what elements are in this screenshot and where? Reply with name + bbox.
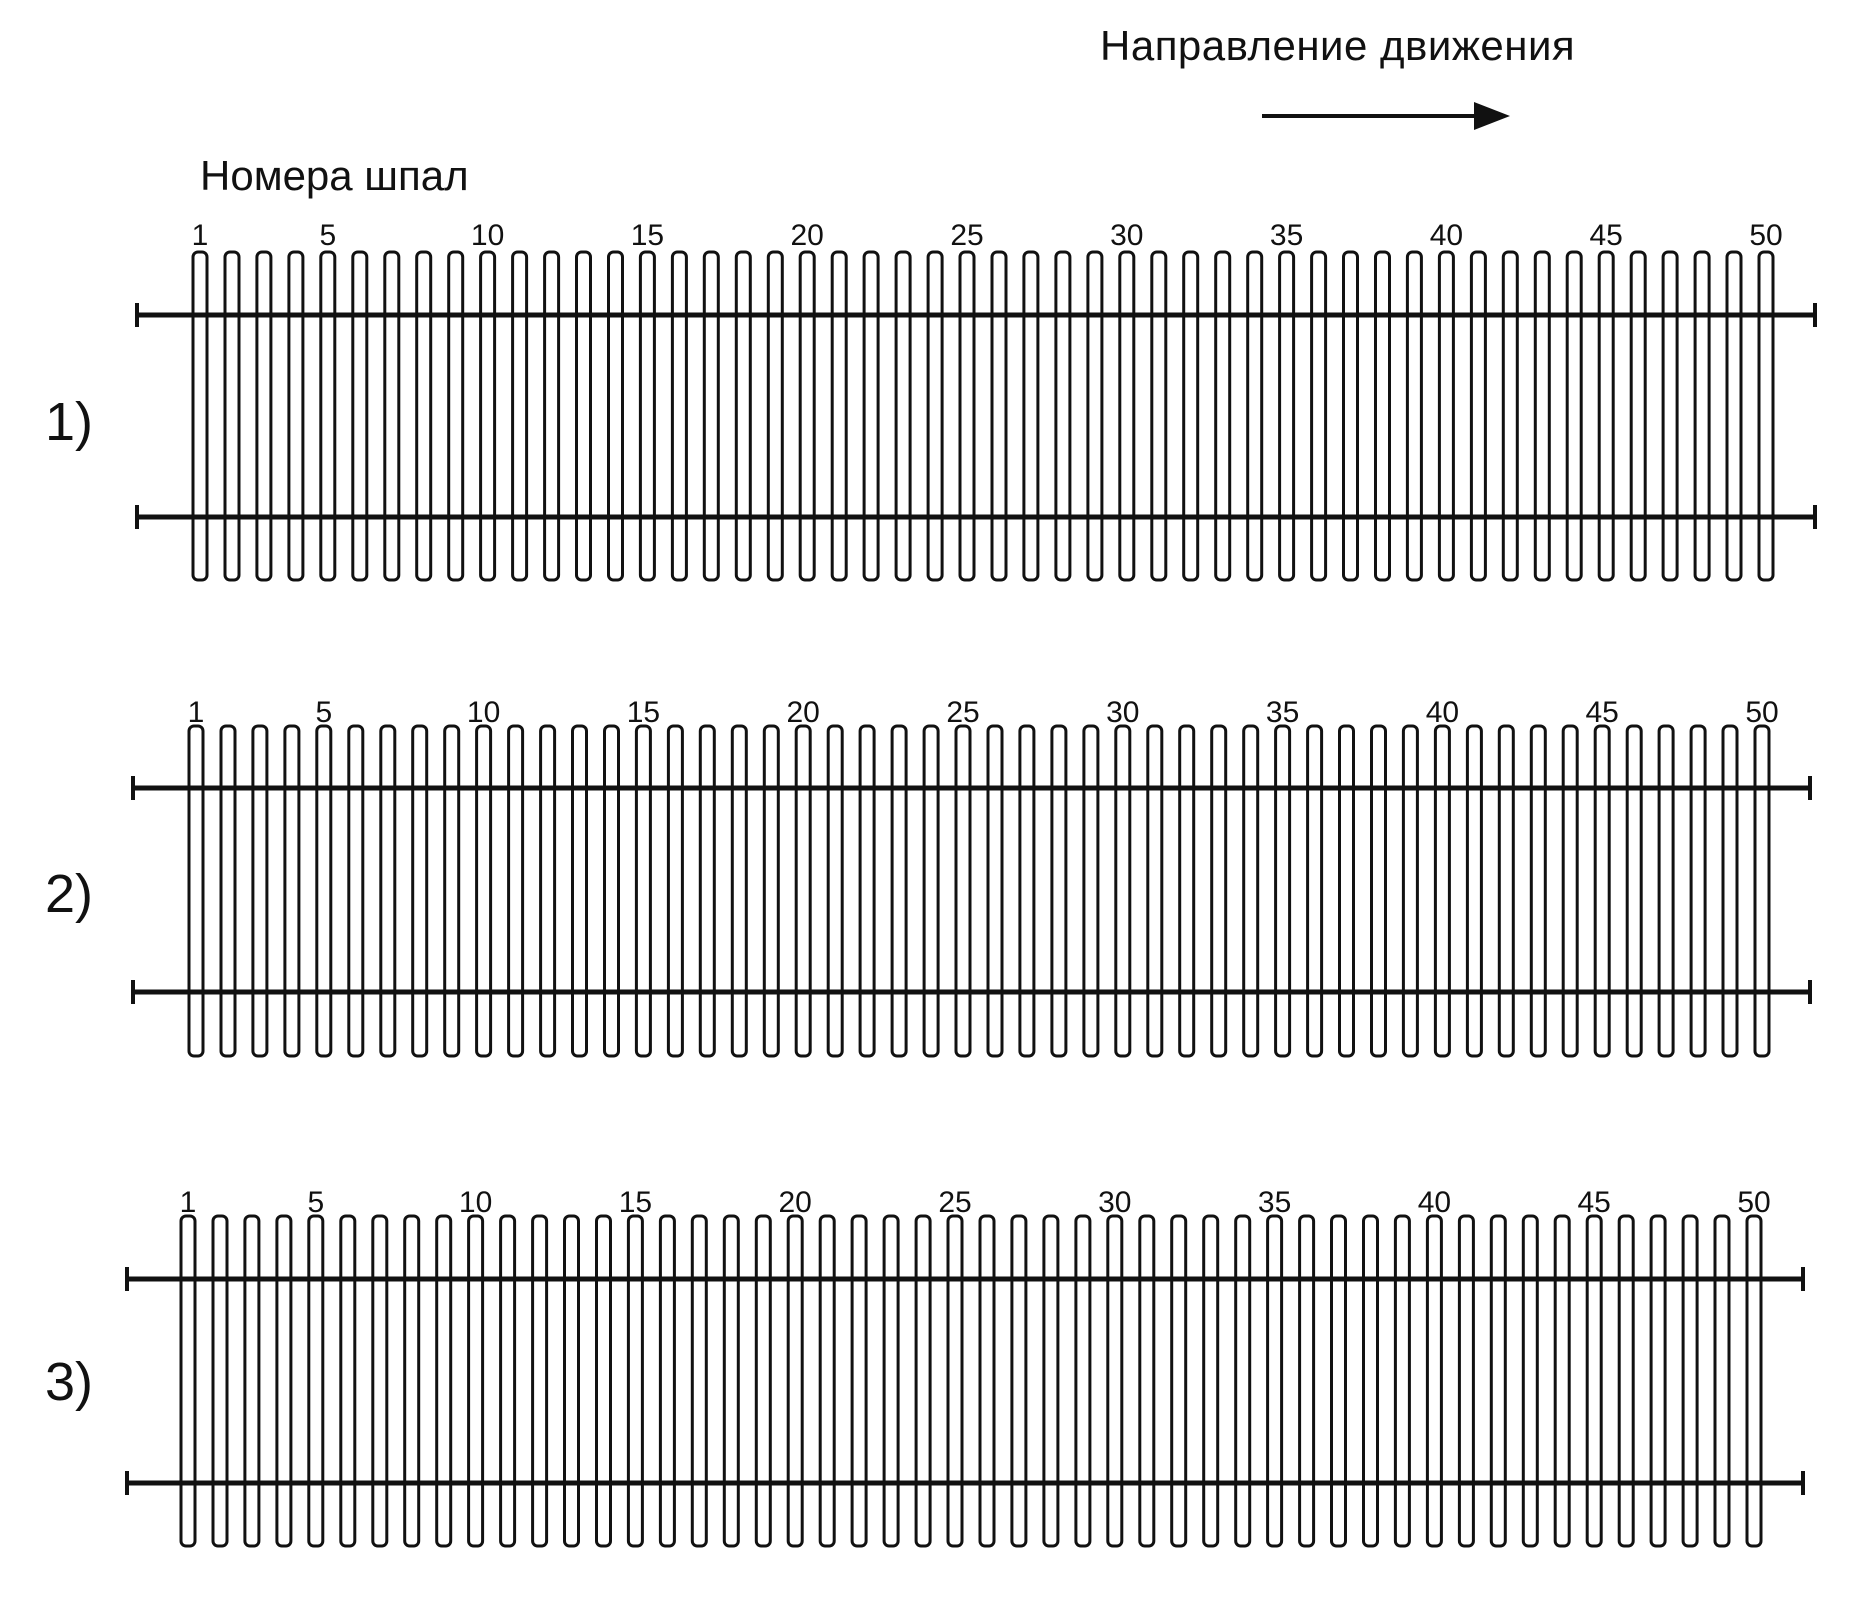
sleeper xyxy=(1148,726,1162,1056)
sleeper-number-label: 50 xyxy=(1737,1186,1771,1219)
sleeper xyxy=(736,252,750,580)
sleeper xyxy=(541,726,555,1056)
sleeper-number-label: 15 xyxy=(630,219,665,252)
sleeper-number-label: 20 xyxy=(790,219,824,252)
sleeper xyxy=(245,1216,259,1546)
sleeper-number-label: 1 xyxy=(179,1186,197,1219)
sleeper xyxy=(832,252,846,580)
sleeper xyxy=(1439,252,1453,580)
sleeper xyxy=(1308,726,1322,1056)
sleeper xyxy=(1723,726,1737,1056)
sleeper xyxy=(1152,252,1166,580)
sleeper xyxy=(1052,726,1066,1056)
sleeper-number-label: 1 xyxy=(187,696,205,729)
sleeper xyxy=(892,726,906,1056)
sleeper xyxy=(988,726,1002,1056)
sleeper xyxy=(609,252,623,580)
sleeper-number-label: 30 xyxy=(1106,696,1140,729)
sleeper xyxy=(704,252,718,580)
sleeper xyxy=(732,726,746,1056)
sleeper-number-label: 40 xyxy=(1425,696,1460,729)
scheme-label: 3) xyxy=(45,1352,94,1412)
sleeper xyxy=(1024,252,1038,580)
sleeper xyxy=(1088,252,1102,580)
sleeper xyxy=(385,252,399,580)
sleeper xyxy=(1012,1216,1026,1546)
scheme-1 xyxy=(45,219,1815,580)
sleeper xyxy=(1691,726,1705,1056)
sleeper xyxy=(577,252,591,580)
sleeper xyxy=(1280,252,1294,580)
sleeper xyxy=(513,252,527,580)
sleeper xyxy=(477,726,491,1056)
sleeper xyxy=(1499,726,1513,1056)
sleeper xyxy=(469,1216,483,1546)
sleeper xyxy=(672,252,686,580)
sleeper xyxy=(1248,252,1262,580)
sleeper xyxy=(349,726,363,1056)
sleeper xyxy=(1631,252,1645,580)
sleeper-number-label: 25 xyxy=(938,1186,972,1219)
sleeper xyxy=(193,252,207,580)
sleeper-number-label: 5 xyxy=(307,1186,325,1219)
sleeper-number-label: 45 xyxy=(1589,219,1623,252)
sleeper xyxy=(413,726,427,1056)
sleeper xyxy=(1627,726,1641,1056)
sleeper-number-label: 15 xyxy=(618,1186,653,1219)
sleeper xyxy=(1056,252,1070,580)
scheme-label: 1) xyxy=(45,392,94,452)
scheme-2 xyxy=(45,696,1810,1056)
sleeper-number-label: 40 xyxy=(1417,1186,1452,1219)
sleeper-number-label: 30 xyxy=(1110,219,1144,252)
sleeper xyxy=(764,726,778,1056)
sleeper xyxy=(796,726,810,1056)
sleeper xyxy=(1216,252,1230,580)
sleeper xyxy=(225,252,239,580)
sleeper xyxy=(1619,1216,1633,1546)
sleeper xyxy=(437,1216,451,1546)
sleeper xyxy=(1407,252,1421,580)
sleeper xyxy=(1140,1216,1154,1546)
scheme-3 xyxy=(45,1186,1803,1546)
sleeper xyxy=(1116,726,1130,1056)
sleeper xyxy=(1555,1216,1569,1546)
sleeper xyxy=(1535,252,1549,580)
sleeper xyxy=(353,252,367,580)
sleeper xyxy=(1659,726,1673,1056)
sleeper xyxy=(565,1216,579,1546)
sleeper xyxy=(573,726,587,1056)
sleeper xyxy=(884,1216,898,1546)
sleeper xyxy=(980,1216,994,1546)
sleeper xyxy=(509,726,523,1056)
sleeper xyxy=(1491,1216,1505,1546)
sleeper xyxy=(1567,252,1581,580)
sleeper xyxy=(405,1216,419,1546)
sleeper-number-label: 15 xyxy=(626,696,661,729)
sleeper xyxy=(309,1216,323,1546)
sleeper xyxy=(1180,726,1194,1056)
sleeper xyxy=(1727,252,1741,580)
sleeper xyxy=(1683,1216,1697,1546)
sleeper-number-label: 25 xyxy=(950,219,984,252)
sleeper-number-label: 20 xyxy=(786,696,820,729)
sleeper xyxy=(1372,726,1386,1056)
sleeper xyxy=(660,1216,674,1546)
sleeper xyxy=(1108,1216,1122,1546)
sleeper xyxy=(1599,252,1613,580)
sleeper xyxy=(1531,726,1545,1056)
sleeper xyxy=(317,726,331,1056)
sleeper xyxy=(1212,726,1226,1056)
sleeper xyxy=(1300,1216,1314,1546)
sleeper xyxy=(724,1216,738,1546)
sleeper xyxy=(948,1216,962,1546)
sleeper-number-label: 35 xyxy=(1269,219,1304,252)
sleeper-number-label: 10 xyxy=(466,696,501,729)
sleeper xyxy=(1759,252,1773,580)
sleeper xyxy=(1427,1216,1441,1546)
sleeper xyxy=(1471,252,1485,580)
sleeper xyxy=(1044,1216,1058,1546)
sleeper xyxy=(1120,252,1134,580)
sleeper-number-label: 45 xyxy=(1577,1186,1611,1219)
sleeper xyxy=(285,726,299,1056)
sleeper xyxy=(1204,1216,1218,1546)
sleeper xyxy=(289,252,303,580)
sleeper xyxy=(1523,1216,1537,1546)
sleeper-number-label: 25 xyxy=(946,696,980,729)
sleeper xyxy=(788,1216,802,1546)
sleeper xyxy=(1364,1216,1378,1546)
sleeper xyxy=(928,252,942,580)
sleeper xyxy=(501,1216,515,1546)
sleeper xyxy=(1663,252,1677,580)
sleeper-number-label: 20 xyxy=(778,1186,812,1219)
direction-label: Направление движения xyxy=(1100,22,1576,69)
sleeper xyxy=(828,726,842,1056)
sleeper xyxy=(916,1216,930,1546)
sleeper xyxy=(956,726,970,1056)
sleeper xyxy=(1395,1216,1409,1546)
sleeper xyxy=(253,726,267,1056)
sleeper xyxy=(381,726,395,1056)
sleeper xyxy=(213,1216,227,1546)
sleeper xyxy=(640,252,654,580)
sleeper xyxy=(896,252,910,580)
sleeper-number-label: 50 xyxy=(1745,696,1779,729)
sleeper xyxy=(1651,1216,1665,1546)
sleeper xyxy=(1268,1216,1282,1546)
sleeper xyxy=(1376,252,1390,580)
sleeper xyxy=(445,726,459,1056)
sleeper-number-label: 45 xyxy=(1585,696,1619,729)
sleeper-number-label: 40 xyxy=(1429,219,1464,252)
sleeper xyxy=(864,252,878,580)
sleeper xyxy=(1563,726,1577,1056)
sleeper-number-label: 35 xyxy=(1265,696,1300,729)
sleeper xyxy=(417,252,431,580)
sleeper xyxy=(1184,252,1198,580)
sleeper xyxy=(1747,1216,1761,1546)
sleeper xyxy=(992,252,1006,580)
sleeper xyxy=(597,1216,611,1546)
sleeper-number-label: 35 xyxy=(1257,1186,1292,1219)
sleeper-number-label: 5 xyxy=(319,219,337,252)
sleeper xyxy=(668,726,682,1056)
sleeper xyxy=(1276,726,1290,1056)
sleeper xyxy=(189,726,203,1056)
sleeper xyxy=(768,252,782,580)
sleeper xyxy=(1715,1216,1729,1546)
scheme-label: 2) xyxy=(45,864,94,924)
sleeper xyxy=(1459,1216,1473,1546)
sleeper xyxy=(1172,1216,1186,1546)
sleeper xyxy=(1503,252,1517,580)
sleeper xyxy=(1344,252,1358,580)
sleeper xyxy=(1340,726,1354,1056)
sleeper xyxy=(1595,726,1609,1056)
sleeper xyxy=(481,252,495,580)
sleeper xyxy=(449,252,463,580)
sleeper xyxy=(1695,252,1709,580)
sleeper xyxy=(860,726,874,1056)
sleeper xyxy=(756,1216,770,1546)
sleeper xyxy=(1084,726,1098,1056)
sleeper xyxy=(1236,1216,1250,1546)
sleeper xyxy=(636,726,650,1056)
sleeper-number-label: 10 xyxy=(458,1186,493,1219)
sleeper xyxy=(545,252,559,580)
sleeper xyxy=(605,726,619,1056)
sleeper xyxy=(321,252,335,580)
sleeper xyxy=(277,1216,291,1546)
sleeper-number-label: 10 xyxy=(470,219,505,252)
sleeper xyxy=(628,1216,642,1546)
sleeper xyxy=(1467,726,1481,1056)
sleeper-number-label: 1 xyxy=(191,219,209,252)
sleeper xyxy=(221,726,235,1056)
sleeper xyxy=(700,726,714,1056)
sleeper xyxy=(373,1216,387,1546)
sleeper xyxy=(257,252,271,580)
sleeper xyxy=(692,1216,706,1546)
sleeper xyxy=(1020,726,1034,1056)
sleeper-numbers-label: Номера шпал xyxy=(200,152,469,199)
sleeper xyxy=(820,1216,834,1546)
sleeper-number-label: 30 xyxy=(1098,1186,1132,1219)
sleeper xyxy=(341,1216,355,1546)
sleeper xyxy=(924,726,938,1056)
sleeper xyxy=(1332,1216,1346,1546)
sleeper xyxy=(800,252,814,580)
sleeper xyxy=(852,1216,866,1546)
sleeper xyxy=(533,1216,547,1546)
sleeper xyxy=(1403,726,1417,1056)
sleeper xyxy=(960,252,974,580)
sleeper xyxy=(1755,726,1769,1056)
sleeper xyxy=(181,1216,195,1546)
sleeper-number-label: 5 xyxy=(315,696,333,729)
sleeper-number-label: 50 xyxy=(1749,219,1783,252)
sleeper xyxy=(1312,252,1326,580)
sleeper xyxy=(1435,726,1449,1056)
sleeper xyxy=(1244,726,1258,1056)
sleeper xyxy=(1076,1216,1090,1546)
sleeper xyxy=(1587,1216,1601,1546)
